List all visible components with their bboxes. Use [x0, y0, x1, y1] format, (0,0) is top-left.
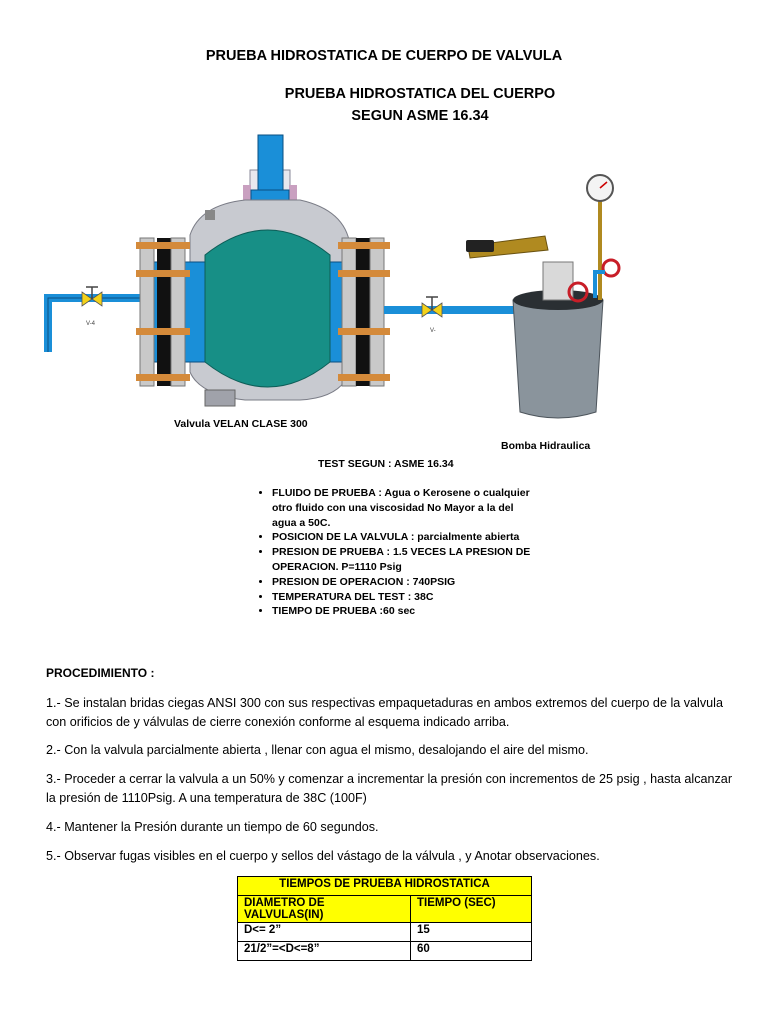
subtitle-line-2: SEGUN ASME 16.34 [351, 108, 489, 124]
pump-caption: Bomba Hidraulica [501, 440, 591, 452]
valve-tag-left: V-4 [86, 321, 96, 327]
hydraulic-pump [466, 175, 619, 418]
table-header: TIEMPO (SEC) [411, 896, 532, 923]
step-2: 2.- Con la valvula parcialmente abierta , llenar con agua el mismo, desalojando el aire del mismo. [46, 743, 589, 757]
test-times-table [237, 876, 532, 961]
valve-test-diagram [0, 120, 768, 430]
left-small-valve [82, 287, 102, 306]
list-item: • TIEMPO DE PRUEBA :60 sec [272, 604, 532, 619]
table-row [238, 923, 532, 942]
valve-caption: Valvula VELAN CLASE 300 [174, 418, 308, 430]
valve-tag-right: V- [430, 328, 436, 334]
subtitle-line-1: PRUEBA HIDROSTATICA DEL CUERPO [284, 86, 556, 102]
table-header: DIAMETRO DE VALVULAS(IN) [238, 896, 411, 923]
step-5: 5.- Observar fugas visibles en el cuerpo y sellos del vástago de la válvula , y Anotar observaciones. [46, 849, 600, 863]
table-cell: D<= 2” [238, 923, 411, 942]
page-title: PRUEBA HIDROSTATICA DE CUERPO DE VALVULA [205, 48, 563, 64]
list-item: • POSICION DE LA VALVULA : parcialmente abierta [272, 530, 532, 545]
left-flange [136, 238, 190, 386]
step-3: 3.- Proceder a cerrar la valvula a un 50% y comenzar a incrementar la presión con incrementos de 25 psig , hasta alcanzar la presión de 1110Psig. A una temperatura de 38C (100F) [46, 772, 733, 805]
table-row [238, 942, 532, 961]
test-heading: TEST SEGUN : ASME 16.34 [318, 458, 454, 470]
table-cell: 15 [411, 923, 532, 942]
right-flange [338, 238, 390, 386]
table-cell: 21/2”=<D<=8” [238, 942, 411, 961]
valve-ball [205, 230, 330, 387]
table-title: TIEMPOS DE PRUEBA HIDROSTATICA [238, 877, 532, 896]
list-item: • PRESION DE PRUEBA : 1.5 VECES LA PRESION DE OPERACION. P=1110 Psig [272, 545, 532, 575]
list-item: • PRESION DE OPERACION : 740PSIG [272, 575, 532, 590]
test-parameters-list [254, 486, 532, 619]
step-1: 1.- Se instalan bridas ciegas ANSI 300 con sus respectivas empaquetaduras en ambos extremos del cuerpo de la valvula con orificios de y válvulas de cierre conexión conforme al esquema indicado arriba. [46, 696, 723, 729]
list-item: • FLUIDO DE PRUEBA : Agua o Kerosene o cualquier otro fluido con una viscosidad No Mayor a la del agua a 50C. [272, 486, 532, 530]
list-item: • TEMPERATURA DEL TEST : 38C [272, 590, 532, 605]
procedure-title: PROCEDIMIENTO : [46, 666, 155, 680]
table-cell: 60 [411, 942, 532, 961]
step-4: 4.- Mantener la Presión durante un tiempo de 60 segundos. [46, 820, 379, 834]
